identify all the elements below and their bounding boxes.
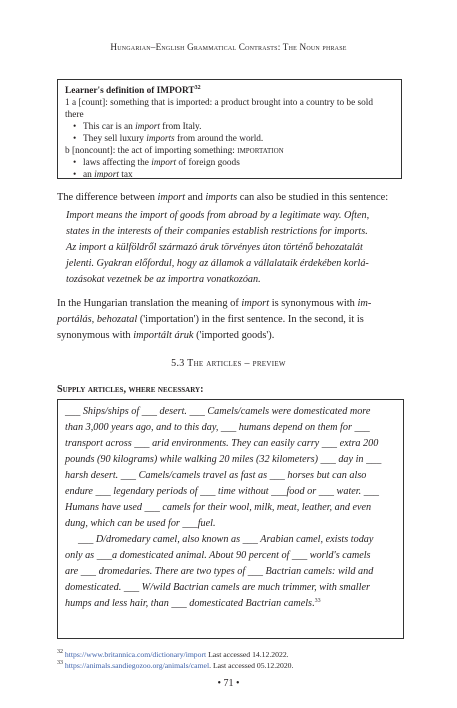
exercise-line: endure ___ legendary periods of ___ time without ___food or ___ water. ___ (65, 486, 379, 497)
definition-title: Learner's definition of IMPORT$^{32}$ (65, 85, 201, 96)
footnote-32: $^{32}$ https://www.britannica.com/dictionary/import Last accessed 14.12.2022. (57, 649, 289, 659)
footnote-ref-32[interactable]: 32 (194, 85, 201, 91)
footnote-33: $^{33}$ https://animals.sandiegozoo.org/animals/camel. Last accessed 05.12.2020. (57, 660, 294, 670)
quote-line-4: jelenti. Gyakran előfordul, hogy az államok a vállalataik érdekében korlá- (66, 258, 369, 269)
example-1a-2: • They sell luxury imports from around the world. (74, 133, 263, 145)
exercise-line: harsh desert. ___ Camels/camels travel as fast as ___ horses but can also (65, 470, 367, 481)
sense-1a: 1 a [count]: something that is imported: a product brought into a country to be sold (65, 98, 374, 108)
quote-line-2: states in the interests of their companies establish restrictions for imports. (66, 226, 368, 237)
exercise-line: pounds (90 kilograms) while walking 20 miles (32 kilometers) ___ day in ___ (65, 454, 382, 465)
footnote-ref-33[interactable]: 33 (314, 598, 321, 604)
paragraph-translation-2: portálás, behozatal ('importation') in the first sentence. In the second, it is (57, 314, 364, 325)
exercise-line: dung, which can be used for ___fuel. (65, 518, 216, 529)
exercise-line: are ___ dromedaries. There are two types of ___ Bactrian camels: wild and (65, 566, 374, 577)
exercise-line: ___ D/dromedary camel, also known as ___ Arabian camel, exists today (78, 534, 374, 545)
exercise-line: only as ___a domesticated animal. About 90 percent of ___ world's camels (65, 550, 371, 561)
footnote-link[interactable]: https://animals.sandiegozoo.org/animals/camel (64, 661, 210, 670)
exercise-line-last: humps and less hair, than ___ domesticated Bactrian camels.$^{33}$ (65, 598, 321, 609)
exercise-line: domesticated. ___ W/wild Bactrian camels are much trimmer, with smaller (65, 582, 370, 593)
quote-line-1: Import means the import of goods from abroad by a legitimate way. Often, (66, 210, 370, 221)
sense-1b: b [noncount]: the act of importing something: importation (65, 146, 284, 156)
quote-line-3: Az import a külföldről származó áruk törvényes úton történő behozatalát (66, 242, 363, 253)
quote-line-5: tozásokat vezetnek be az importra vonatkozóan. (66, 274, 261, 285)
example-1b-1: • laws affecting the import of foreign goods (74, 157, 240, 169)
paragraph-difference: The difference between import and imports can also be studied in this sentence: (57, 192, 389, 203)
exercise-line: Humans have used ___ camels for their wool, milk, meat, leather, and even (65, 502, 372, 513)
sense-1a-cont: there (65, 110, 84, 120)
example-1b-2: • an import tax (74, 169, 133, 181)
running-head: Hungarian–English Grammatical Contrasts: The Noun phrase (110, 42, 347, 52)
footnote-link[interactable]: https://www.britannica.com/dictionary/import (64, 650, 207, 659)
exercise-title: Supply articles, where necessary: (57, 384, 204, 395)
page-number: • 71 • (217, 678, 240, 689)
exercise-line: transport across ___ arid environments. They can easily carry ___ extra 200 (65, 438, 379, 449)
exercise-line: ___ Ships/ships of ___ desert. ___ Camels/camels were domesticated more (65, 406, 371, 417)
paragraph-translation-3: synonymous with importált áruk ('imported goods'). (57, 330, 275, 341)
exercise-box (57, 399, 404, 639)
paragraph-translation-1: In the Hungarian translation the meaning of import is synonymous with im- (57, 298, 372, 309)
example-1a-1: • This car is an import from Italy. (74, 121, 201, 133)
exercise-line: than 3,000 years ago, and to this day, ___ humans depend on them for ___ (65, 422, 370, 433)
section-heading: 5.3 The articles – preview (171, 358, 286, 369)
definition-box (57, 79, 402, 179)
